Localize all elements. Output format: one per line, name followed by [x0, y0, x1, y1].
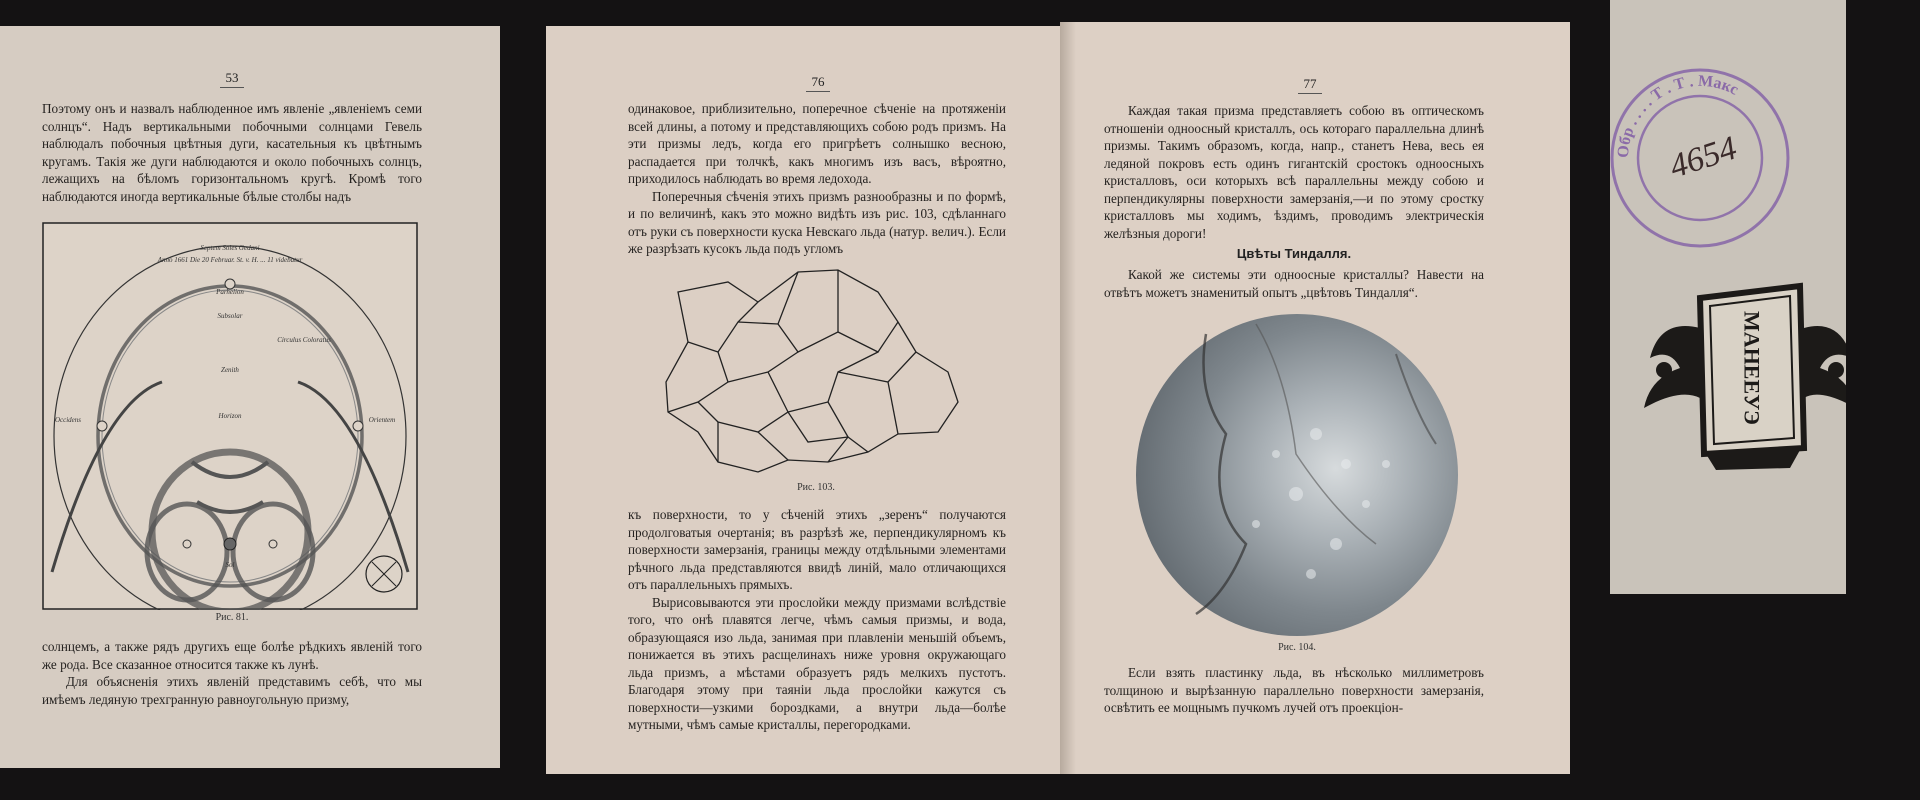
paragraph: одинаковое, приблизительно, поперечное сѣченіе на протяженіи всей длины, а потому и представляющихъ собою родъ призмъ. На эти призмы ледъ, когда его пригрѣетъ солнышко весною, распадается при толчкѣ, какъ многимъ изъ васъ, вѣроятно, приходилось наблюдать во время ледохода. — [628, 101, 1006, 186]
ice-grains-drawing — [658, 262, 968, 492]
paragraph: Каждая такая призма представляетъ собою въ оптическомъ отношеніи одноосный кристаллъ, ось котораго параллельна длинѣ призмы. Такимъ образомъ, когда, напр., станетъ Нева, весь ея ледяной покровъ есть одинъ гигантскій сростокъ одноосныхъ кристалловъ, оси которыхъ всѣ параллельны между собою и перпендикулярны поверхности замерзанія,—и по этому сростку кристалловъ мы ходимъ, ѣздимъ, проводимъ электрическія желѣзныя дороги! — [1104, 103, 1484, 241]
page-text-c — [1104, 664, 1484, 717]
stamp-and-bookplate — [1610, 0, 1846, 594]
stamp-bookplate-photo — [1610, 0, 1846, 594]
page-text-b — [1104, 266, 1484, 301]
page-text-a — [1104, 102, 1484, 242]
svg-text:Subsolar: Subsolar — [217, 312, 243, 320]
paragraph: Если взять пластинку льда, въ нѣсколько миллиметровъ толщиною и вырѣзанную параллельно поверхности замерзанія, освѣтить ее мощнымъ пучкомъ лучей отъ проекціон- — [1104, 665, 1484, 715]
paragraph: солнцемъ, а также рядъ другихъ еще болѣе рѣдкихъ явленій того же рода. Все сказанное относится также къ лунѣ. — [42, 639, 422, 672]
page-text-bottom — [42, 638, 422, 708]
figure-caption: Рис. 104. — [1278, 642, 1316, 653]
page-76 — [546, 26, 1060, 774]
figure-caption: Рис. 103. — [797, 482, 835, 493]
page-text-a — [628, 100, 1006, 258]
page-53 — [0, 26, 500, 768]
bookplate-monogram: МАНЕЕУЭ — [1739, 311, 1765, 425]
figure-104-tyndall-flowers — [1136, 314, 1458, 636]
book-gutter — [1060, 22, 1076, 774]
paragraph: Поперечныя сѣченія этихъ призмъ разнообразны и по формѣ, и по величинѣ, какъ это можно видѣть изъ рис. 103, сдѣланнаго отъ руки съ поверхности куска Невскаго льда (натур. велич.). Если же разрѣзать кусокъ льда подъ угломъ — [628, 188, 1006, 256]
figure-103-ice-grains — [658, 262, 968, 492]
figure-title: Septem Soles Gedani — [200, 244, 260, 252]
halo-diagram — [42, 222, 418, 610]
figure-caption: Рис. 81. — [215, 612, 249, 623]
page-text-b — [628, 506, 1006, 734]
figure-81-seven-suns — [42, 222, 418, 610]
stamp-number: 4654 — [1665, 129, 1742, 186]
section-heading: Цвѣты Тиндалля. — [1236, 246, 1352, 261]
page-number: 76 — [800, 74, 836, 92]
figure-subtitle: Anno 1661 Die 20 Februar. St. v. H. ... 11 videbatur — [157, 256, 303, 264]
bookplate-ex-libris — [1644, 286, 1846, 470]
paragraph: Какой же системы эти одноосные кристаллы? Навести на отвѣтъ можетъ знаменитый опытъ „цвѣтовъ Тиндалля“. — [1104, 267, 1484, 300]
svg-text:Orientem: Orientem — [368, 416, 396, 424]
svg-text:Occidens: Occidens — [54, 416, 82, 424]
page-77 — [1060, 22, 1570, 774]
page-text-top: Поэтому онъ и назвалъ наблюденное имъ явленіе „явленіемъ семи солнцъ“. Надъ вертикальными побочными солнцами Гевель наблюдалъ побочныя цвѣтныя дуги, касательныя къ цвѣтнымъ кругамъ. Такія же дуги наблюдаются и около побочныхъ солнцъ, лежащихъ на бѣломъ горизонтальномъ кругѣ. Кромѣ того наблюдаются иногда вертикальные бѣлые столбы надъ — [42, 101, 422, 204]
svg-text:Horizon: Horizon — [218, 412, 242, 420]
svg-text:Zenith: Zenith — [221, 366, 239, 374]
paragraph: Вырисовываются эти прослойки между призмами вслѣдствіе того, что онѣ плавятся легче, чѣмъ самыя призмы, и вода, образующаяся изо льда, занимая при плавленіи меньшій объемъ, понижается въ этихъ расщелинахъ ниже уровня окружающаго льда призмъ, а мѣстами образуетъ рядъ мелкихъ пустотъ. Благодаря этому при таяніи льда прослойки кажутся съ поверхности—узкими бороздками, а внутри льда—болѣе мутными, чѣмъ самые кристаллы, перегородками. — [628, 594, 1006, 732]
paragraph: къ поверхности, то у сѣченій этихъ „зеренъ“ получаются продолговатыя очертанія; въ разрѣзѣ же, перпендикулярномъ къ поверхности замерзанія, границы между отдѣльными элементами рѣчного льда представляются ввидѣ линій, мало отличающихся отъ параллельныхъ прямыхъ. — [628, 507, 1006, 592]
page-number: 53 — [214, 70, 250, 88]
library-stamp — [1612, 70, 1788, 246]
svg-text:Parhelion: Parhelion — [216, 288, 244, 296]
ice-photo-texture — [1136, 314, 1458, 636]
page-number: 77 — [1292, 76, 1328, 94]
paragraph: Для объясненія этихъ явленій представимъ себѣ, что мы имѣемъ ледяную трехгранную равноугольную призму, — [42, 674, 422, 707]
stamp-ring-text: Обр . . . . Т . Т . Макс — [1614, 72, 1742, 159]
svg-text:Circulus Coloratus: Circulus Coloratus — [277, 336, 331, 344]
svg-text:Sol: Sol — [225, 561, 235, 569]
